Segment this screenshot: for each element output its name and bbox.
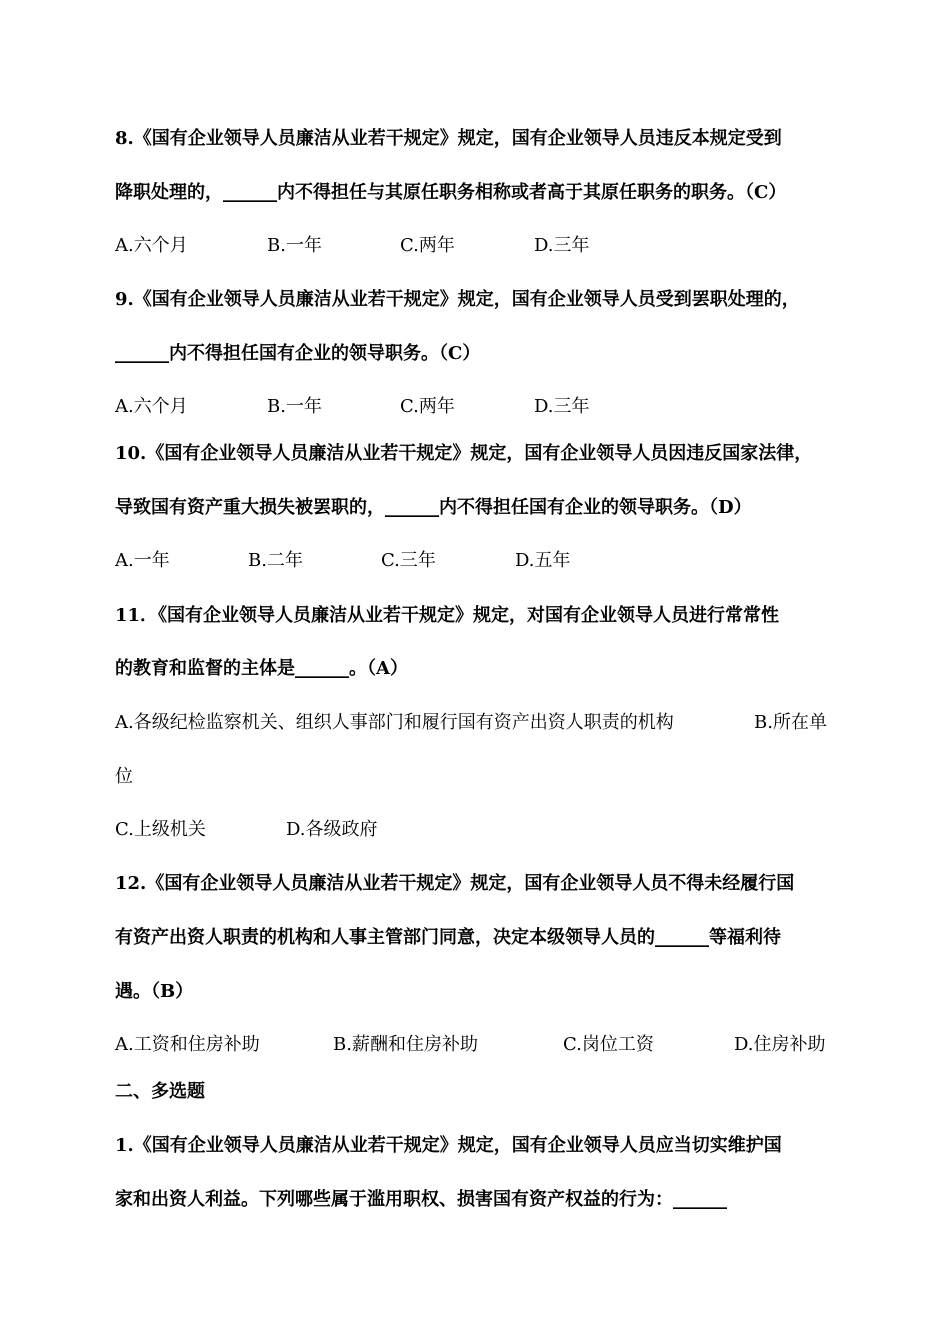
- option-b: B.一年: [267, 235, 322, 256]
- question-12-line-2: 有资产出资人职责的机构和人事主管部门同意，决定本级领导人员的______等福利待: [115, 927, 781, 948]
- option-c: C.两年: [400, 396, 455, 417]
- option-b: B.薪酬和住房补助: [333, 1034, 478, 1055]
- question-8-line-1: 8.《国有企业领导人员廉洁从业若干规定》规定，国有企业领导人员违反本规定受到: [115, 128, 782, 149]
- question-11-option-b-wrap: 位: [115, 766, 133, 787]
- option-c: C.两年: [400, 235, 455, 256]
- option-c: C.上级机关: [115, 819, 206, 840]
- question-9-options: [115, 395, 835, 419]
- question-11-line-2: 的教育和监督的主体是______。（A）: [115, 658, 408, 679]
- question-11-options-row-2: [115, 818, 835, 842]
- option-d: D.五年: [515, 550, 571, 571]
- option-a: A.六个月: [115, 396, 188, 417]
- question-10-line-2: 导致国有资产重大损失被罢职的，______内不得担任国有企业的领导职务。（D）: [115, 497, 752, 518]
- option-d: D.住房补助: [734, 1034, 826, 1055]
- option-a: A.工资和住房补助: [115, 1034, 260, 1055]
- question-12-line-3: 遇。（B）: [115, 981, 194, 1002]
- option-d: D.各级政府: [286, 819, 378, 840]
- section-heading: 二、多选题: [115, 1081, 205, 1102]
- question-10-line-1: 10.《国有企业领导人员廉洁从业若干规定》规定，国有企业领导人员因违反国家法律，: [115, 443, 813, 464]
- option-c: C.三年: [381, 550, 436, 571]
- question-12-options: [115, 1033, 835, 1057]
- option-c: C.岗位工资: [563, 1034, 654, 1055]
- question-10-options: [115, 549, 835, 573]
- multi-question-1-line-1: 1.《国有企业领导人员廉洁从业若干规定》规定，国有企业领导人员应当切实维护国: [115, 1135, 782, 1156]
- question-12-line-1: 12.《国有企业领导人员廉洁从业若干规定》规定，国有企业领导人员不得未经履行国: [115, 873, 795, 894]
- question-11-line-1: 11．《国有企业领导人员廉洁从业若干规定》规定，对国有企业领导人员进行常常性: [115, 605, 780, 626]
- question-8-line-2: 降职处理的，______内不得担任与其原任职务相称或者高于其原任职务的职务。（C）: [115, 182, 787, 203]
- multi-question-1-line-2: 家和出资人利益。下列哪些属于滥用职权、损害国有资产权益的行为：______: [115, 1189, 727, 1210]
- question-8-options: [115, 234, 835, 258]
- question-9-line-1: 9.《国有企业领导人员廉洁从业若干规定》规定，国有企业领导人员受到罢职处理的，: [115, 289, 800, 310]
- option-d: D.三年: [534, 396, 590, 417]
- option-b: B.二年: [248, 550, 303, 571]
- option-a: A.六个月: [115, 235, 188, 256]
- option-a: A.各级纪检监察机关、组织人事部门和履行国有资产出资人职责的机构: [115, 712, 674, 733]
- option-d: D.三年: [534, 235, 590, 256]
- option-a: A.一年: [115, 550, 170, 571]
- question-9-line-2: ______内不得担任国有企业的领导职务。（C）: [115, 343, 481, 364]
- option-b: B.所在单: [754, 712, 827, 733]
- option-b: B.一年: [267, 396, 322, 417]
- question-11-options-row-1: [115, 711, 835, 735]
